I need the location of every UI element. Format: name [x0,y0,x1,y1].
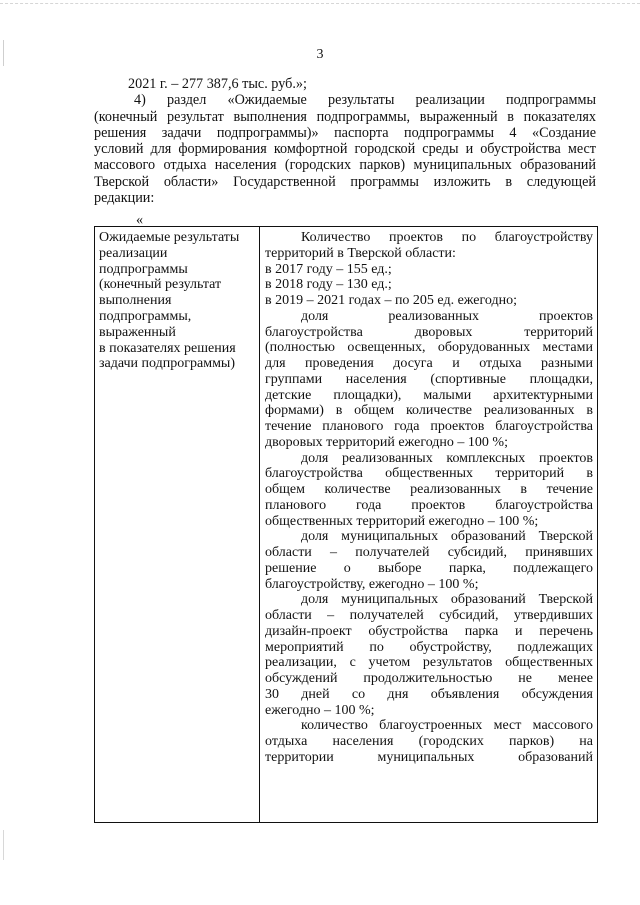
page-number: 3 [316,47,324,62]
content-line: Количество проектов по благоустройству [301,230,593,245]
content-line: мероприятий по обустройству, подлежащих [265,639,593,655]
content-line: территорий в Тверской области: [265,245,456,261]
content-line: в 2018 году – 130 ед.; [265,277,392,293]
label-line: выполнения [99,293,172,309]
quote-mark: « [136,212,144,228]
content-line: общем количестве реализованных в течение [265,482,593,497]
results-table [94,226,598,823]
label-line: подпрограммы [99,261,188,277]
content-line: реализации, с учетом результатов общественных [265,655,593,671]
label-line: выраженный [99,324,176,340]
table-cell-label [99,230,255,372]
content-line: дизайн-проект обустройства парка и перечень [265,623,593,639]
scan-border-top [0,3,640,4]
content-line: доля реализованных проектов [301,308,593,324]
content-line: благоустройства дворовых территорий [265,324,593,340]
content-line: формами) в общем количестве реализованных в [265,403,593,419]
content-line: для проведения досуга и отдыха разными [265,356,593,371]
content-line: планового года проектов благоустройства [265,497,593,513]
label-line: Ожидаемые результаты [99,230,240,245]
content-line: области – получателей субсидий, утвердивших [265,608,593,623]
intro-line: условий для формирования комфортной городской среды и обустройства мест [94,141,596,158]
content-line: детские площадки), малыми архитектурными [265,387,593,403]
label-line: подпрограммы, [99,308,192,324]
label-line: задачи подпрограммы) [99,356,236,372]
content-line: (полностью освещенных, оборудованных местами [265,340,593,356]
intro-line: редакции: [94,190,155,207]
content-line: благоустройства общественных территорий в [265,466,593,482]
table-cell-content [265,230,593,766]
content-line: доля муниципальных образований Тверской [301,529,593,545]
content-line: 30 дней со дня объявления обсуждения [265,686,593,702]
intro-line: массового отдыха населения (городских парков) муниципальных образований [94,157,596,174]
content-line: отдыха населения (городских парков) на [265,734,593,749]
scan-mark [3,830,4,860]
intro-line: Тверской области» Государственной программы изложить в следующей [94,173,596,190]
content-line: группами населения (спортивные площадки, [265,371,593,387]
table-column-divider [259,227,260,822]
label-line: (конечный результат [99,277,222,293]
content-line: течение планового года проектов благоустройства [265,419,593,434]
content-line: в 2017 году – 155 ед.; [265,261,392,277]
content-line: доля реализованных комплексных проектов [301,450,593,466]
intro-line: (конечный результат выполнения подпрограммы, выраженный в показателях [94,108,596,125]
content-line: общественных территорий ежегодно – 100 %; [265,513,539,529]
content-line: количество благоустроенных мест массового [301,718,593,734]
content-line: области – получателей субсидий, принявших [265,545,593,560]
intro-line: решения задачи подпрограммы)» паспорта подпрограммы 4 «Создание [94,124,596,141]
content-line: ежегодно – 100 %; [265,702,375,718]
content-line: в 2019 – 2021 годах – по 205 ед. ежегодно; [265,293,517,308]
intro-first-line: 2021 г. – 277 387,6 тыс. руб.»; [128,76,307,92]
label-line: реализации [99,245,168,261]
content-line: решение о выборе парка, подлежащего [265,560,593,576]
content-line: обсуждений продолжительностью не менее [265,671,593,686]
content-line: территории муниципальных образований [265,749,593,765]
intro-line: 4) раздел «Ожидаемые результаты реализации подпрограммы [134,92,596,109]
content-line: благоустройству, ежегодно – 100 %; [265,576,479,592]
label-line: в показателях решения [99,340,236,356]
content-line: доля муниципальных образований Тверской [301,592,593,608]
content-line: дворовых территорий ежегодно – 100 %; [265,434,508,450]
intro-paragraph [94,76,596,206]
